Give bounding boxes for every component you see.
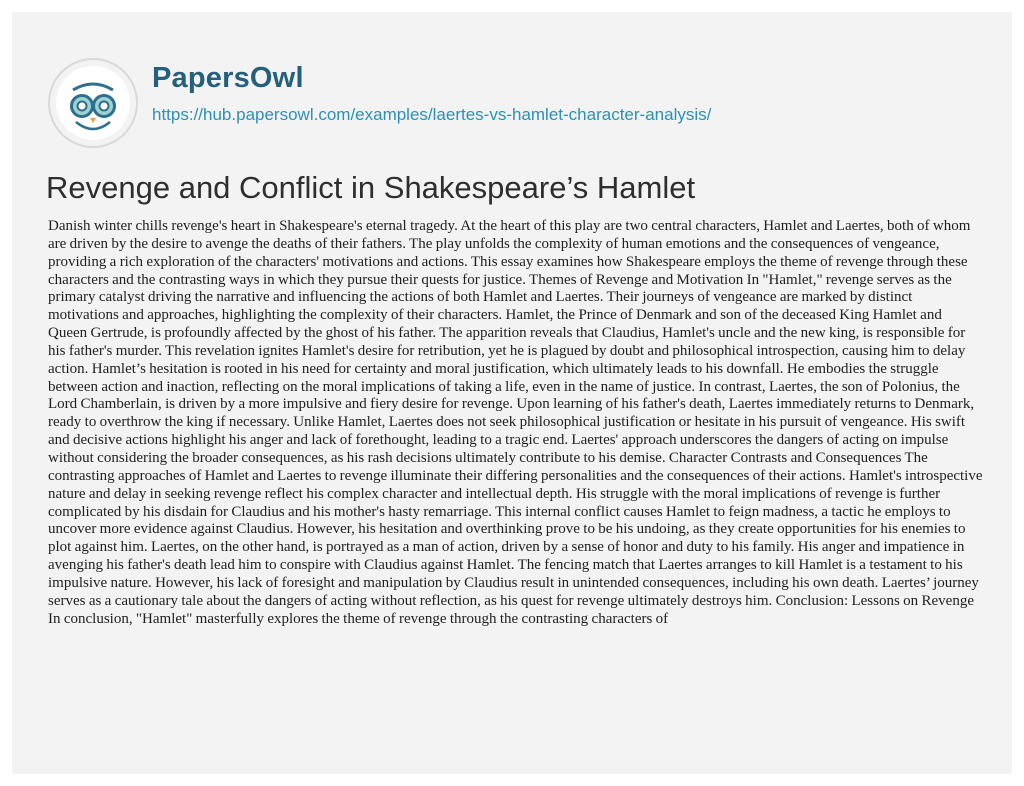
article-body: Danish winter chills revenge's heart in Shakespeare's eternal tragedy. At the heart of this play are two central characters, Hamlet and Laertes, both of whom are driven by the desire to avenge the deaths of their fathers. The play unfolds the complexity of human emotions and the consequences of vengeance, providing a rich exploration of the characters' motivations and actions. This essay examines how Shakespeare employs the theme of revenge through these characters and the contrasting ways in which they pursue their quests for justice. Themes of Revenge and Motivation In "Hamlet," revenge serves as the primary catalyst driving the narrative and influencing the actions of both Hamlet and Laertes. Their journeys of vengeance are marked by distinct motivations and approaches, highlighting the complexity of their characters. Hamlet, the Prince of Denmark and son of the deceased King Hamlet and Queen Gertrude, is profoundly affected by the ghost of his father. The apparition reveals that Claudius, Hamlet's uncle and the new king, is responsible for his father's murder. This revelation ignites Hamlet's desire for retribution, yet he is plagued by doubt and philosophical introspection, causing him to delay action. Hamlet’s hesitation is rooted in his need for certainty and moral justification, which ultimately leads to his downfall. He embodies the struggle between action and inaction, reflecting on the moral implications of taking a life, even in the name of justice. In contrast, Laertes, the son of Polonius, the Lord Chamberlain, is driven by a more impulsive and fiery desire for revenge. Upon learning of his father's death, Laertes immediately returns to Denmark, ready to overthrow the king if necessary. Unlike Hamlet, Laertes does not seek philosophical justification or hesitate in his pursuit of vengeance. His swift and decisive actions highlight his anger and lack of forethought, leading to a tragic end. Laertes' approach underscores the dangers of acting on impulse without considering the broader consequences, as his rash decisions ultimately contribute to his demise. Character Contrasts and Consequences The contrasting approaches of Hamlet and Laertes to revenge illuminate their differing personalities and the consequences of their actions. Hamlet's introspective nature and delay in seeking revenge reflect his complex character and intellectual depth. His struggle with the moral implications of revenge is further complicated by his disdain for Claudius and his mother's hasty remarriage. This internal conflict causes Hamlet to feign madness, a tactic he employs to uncover more evidence against Claudius. However, his hesitation and overthinking prove to be his undoing, as they create opportunities for his enemies to plot against him. Laertes, on the other hand, is portrayed as a man of action, driven by a sense of honor and duty to his family. His anger and impatience in avenging his father's death lead him to conspire with Claudius against Hamlet. The fencing match that Laertes arranges to kill Hamlet is a testament to his impulsive nature. However, his lack of foresight and manipulation by Claudius result in unintended consequences, including his own death. Laertes’ journey serves as a cautionary tale about the dangers of acting without reflection, as his quest for revenge ultimately destroys him. Conclusion: Lessons on Revenge In conclusion, "Hamlet" masterfully explores the theme of revenge through the contrasting characters of — [48, 218, 983, 627]
owl-logo-icon — [46, 56, 140, 150]
brand-name: PapersOwl — [152, 62, 304, 94]
page-title: Revenge and Conflict in Shakespeare’s Hamlet — [46, 170, 696, 205]
bottom-fade-overlay — [12, 690, 1012, 774]
source-url-link[interactable]: https://hub.papersowl.com/examples/laertes-vs-hamlet-character-analysis/ — [152, 105, 712, 124]
